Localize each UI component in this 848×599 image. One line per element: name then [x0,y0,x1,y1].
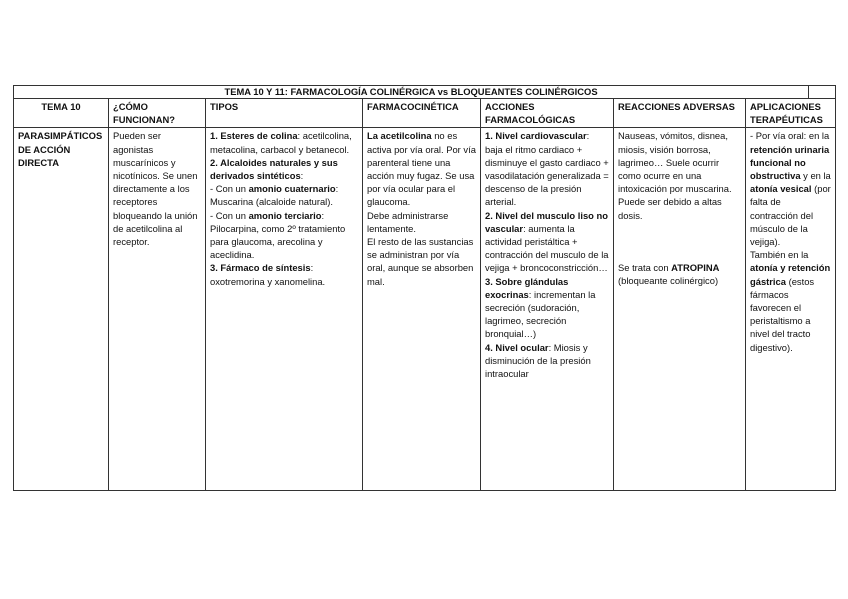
pharmacology-table [13,85,836,491]
reacciones-p1: Nauseas, vómitos, disnea, miosis, visión borrosa, lagrimeo… Suele ocurrir como ocurre en una intoxicación por muscarina. Puede ser debido a altas dosis. [618,130,732,221]
cell-como-funcionan: Pueden ser agonistas muscarínicos y nicotínicos. Se unen directamente a los receptores bloqueando la unión de acetilcolina al receptor. [109,128,206,491]
acciones-item-3-text: : incrementan la secreción (sudoración, lagrimeo, secreción bronquial…) [485,288,596,340]
reacciones-p2-bold: ATROPINA [671,261,720,273]
header-reacciones: REACCIONES ADVERSAS [614,99,746,128]
header-farmacocinetica: FARMACOCINÉTICA [363,99,481,128]
tipos-item-1-title: 1. Esteres de colina [210,130,298,142]
tipos-item-3-text: : oxotremorina y xanomelina. [210,262,326,287]
title-row-end-cell [809,86,836,99]
farmaco-p2: Debe administrarse lentamente. [367,209,449,234]
farmaco-p1-bold: La acetilcolina [367,130,432,142]
acciones-item-3-title: 3. Sobre glándulas exocrinas [485,275,569,300]
header-tema: TEMA 10 [14,99,109,128]
tipos-item-2b-bold: amonio terciario [248,209,322,221]
aplicaciones-b1: retención urinaria funcional no obstructiva [750,143,830,182]
aplicaciones-b3: atonía y retención gástrica [750,262,831,287]
tipos-item-2b-pre: - Con un [210,209,249,221]
tipos-item-2-colon: : [300,170,304,182]
tipos-item-1-text: : acetilcolina, metacolina, carbacol y betanecol. [210,130,352,155]
tipos-item-2-title: 2. Alcaloides naturales y sus derivados sintéticos [210,156,338,182]
reacciones-p2 [618,261,741,287]
aplicaciones-s1: - Por vía oral: en la [750,130,830,142]
tipos-item-2a-pre: - Con un [210,183,249,195]
cell-tipos [206,128,363,491]
header-como-funcionan: ¿CÓMO FUNCIONAN? [109,99,206,128]
tipos-item-2a-bold: amonio cuaternario [248,183,336,195]
tipos-item-2b [210,209,358,262]
acciones-item-1-title: 1. Nivel cardiovascular [485,130,587,142]
tipos-item-2a-post: : Muscarina (alcaloide natural). [210,183,339,208]
reacciones-p2-post: (bloqueante colinérgico) [618,275,719,287]
cell-aplicaciones [746,128,836,491]
title-row [14,86,836,99]
farmaco-p1 [367,129,476,208]
acciones-item-2 [485,209,609,275]
reacciones-p2-pre: Se trata con [618,261,672,273]
aplicaciones-b2: atonía vesical [750,183,812,195]
aplicaciones-s4: También en la [750,249,809,261]
acciones-item-4 [485,341,609,381]
header-tipos: TIPOS [206,99,363,128]
aplicaciones-p2 [750,248,831,354]
tipos-item-2a [210,182,358,208]
acciones-item-3 [485,275,609,341]
header-aplicaciones: APLICACIONES TERAPÉUTICAS [746,99,836,128]
acciones-item-2-text: : aumenta la actividad peristáltica + contracción del musculo de la vejiga + broncoconstricción… [485,222,609,274]
tipos-item-1 [210,129,358,155]
acciones-item-1-text: : baja el ritmo cardiaco + disminuye el gasto cardiaco + vasodilatación generalizada = descenso de la presión arterial. [485,130,609,208]
tipos-item-3-title: 3. Fármaco de síntesis [210,262,311,274]
farmaco-p1-text: no es activa por vía oral. Por vía parenteral tiene una acción muy fugaz. Se usa por vía ocular para el glaucoma. [367,130,476,208]
acciones-item-2-title: 2. Nivel del musculo liso no vascular [485,209,608,234]
aplicaciones-s5: (estos fármacos favorecen el peristaltismo a nivel del tracto digestivo). [750,275,815,353]
tipos-item-2 [210,156,358,182]
tipos-item-3 [210,261,358,287]
acciones-item-4-title: 4. Nivel ocular [485,341,549,353]
aplicaciones-s2: y en la [800,170,831,182]
tipos-item-2b-post: : Pilocarpina, como 2º tratamiento para glaucoma, arecolina y aceclidina. [210,209,346,261]
cell-acciones [481,128,614,491]
reacciones-spacer [618,222,741,261]
header-row [14,99,836,128]
table-title: TEMA 10 Y 11: FARMACOLOGÍA COLINÉRGICA vs BLOQUEANTES COLINÉRGICOS [14,86,809,99]
cell-reacciones [614,128,746,491]
acciones-item-4-text: : Miosis y disminución de la presión intraocular [485,341,591,380]
acciones-item-1 [485,129,609,208]
cell-farmacocinetica [363,128,481,491]
aplicaciones-p1 [750,129,831,248]
header-acciones: ACCIONES FARMACOLÓGICAS [481,99,614,128]
table-row [14,128,836,491]
farmaco-p3: El resto de las sustancias se administran por vía oral, aunque se absorben mal. [367,236,474,287]
aplicaciones-s3: (por falta de contracción del músculo de la vejiga). [750,183,831,248]
cell-tema: PARASIMPÁTICOS DE ACCIÓN DIRECTA [14,128,109,491]
